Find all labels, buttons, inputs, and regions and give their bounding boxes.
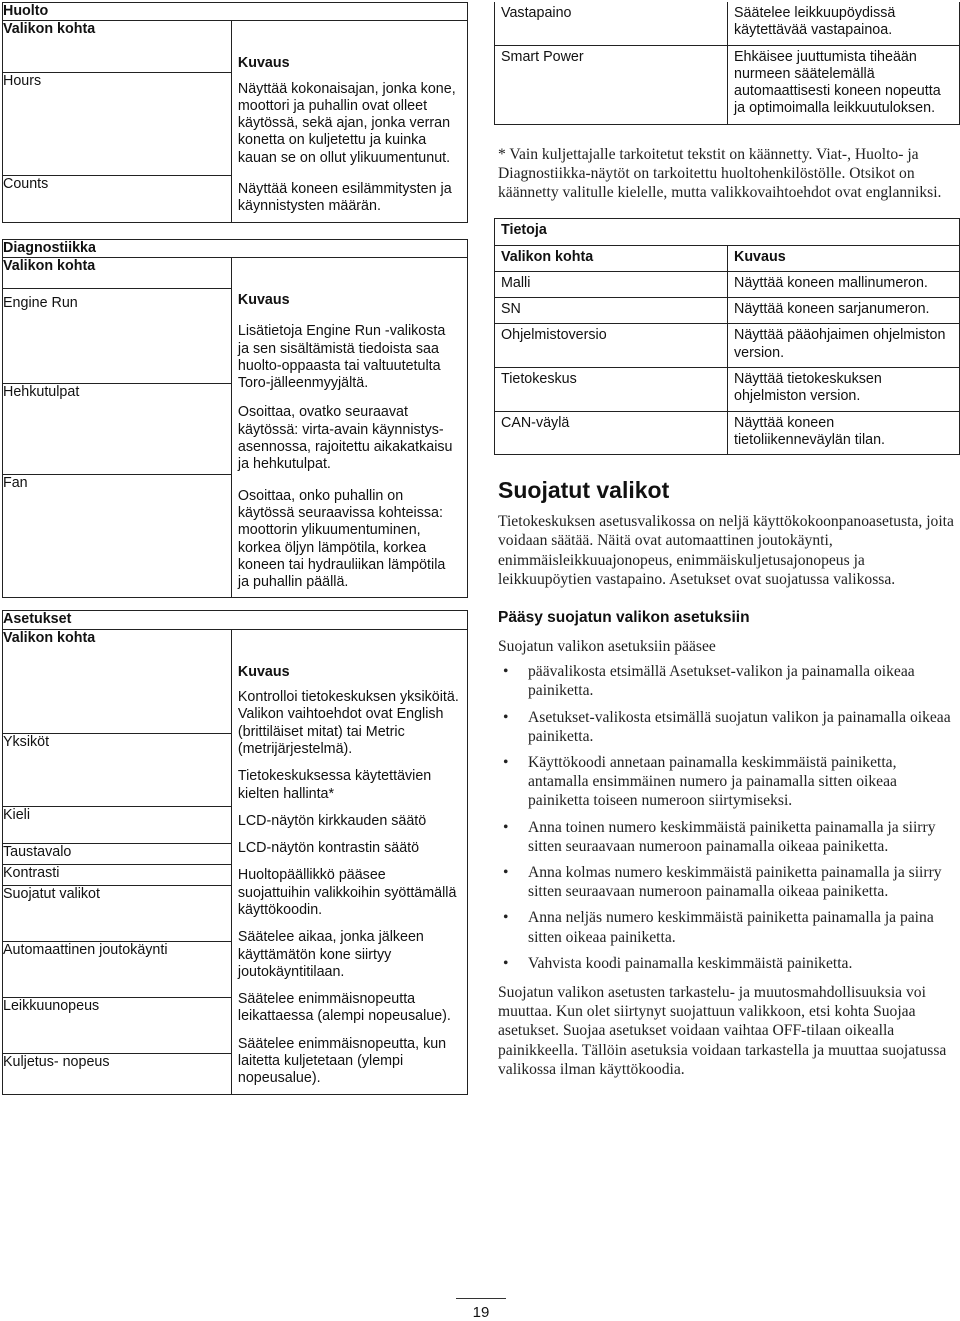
huolto-item-counts: Counts — [3, 175, 232, 222]
asetukset-desc-leikkuunopeus: Säätelee enimmäisnopeutta leikattaessa (alempi nopeusalue). — [237, 991, 451, 1025]
tietoja-item-sn: SN — [495, 298, 728, 324]
asetukset-desc-kontrasti: LCD-näytön kontrastin säätö — [237, 840, 420, 857]
list-item: • Anna kolmas numero keskimmäistä painiketta painamalla ja siirry sitten seuraavaan numeroon painamalla oikeaa painiketta. — [498, 863, 956, 901]
asetukset-col-item: Valikon kohta — [3, 629, 232, 733]
tietoja-item-can-vayla: CAN-väylä — [495, 411, 728, 455]
tietoja-item-ohjelmistoversio: Ohjelmistoversio — [495, 324, 728, 368]
asetukset-item-joutokaynti: Automaattinen joutokäynti — [3, 941, 232, 997]
footnote: * Vain kuljettajalle tarkoitetut tekstit on käännetty. Viat-, Huolto- ja Diagnostiikka-näytöt on tarkoitettu huoltohenkilöstölle. Otsikot on käännetty valitulle kielelle, mutta valikkovaihtoehdot ovat englanniksi. — [498, 145, 942, 201]
huolto-title: Huolto — [3, 3, 468, 21]
list-item: • Vahvista koodi painamalla keskimmäistä painiketta. — [498, 954, 956, 973]
diagnostiikka-item-hehkutulpat: Hehkutulpat — [3, 384, 232, 475]
asetukset-desc-yksikot: Kontrolloi tietokeskuksen yksiköitä. Valikon vaihtoehdot ovat English (brittiläiset mitat) tai Metric (metrijärjestelmä). — [237, 689, 459, 757]
asetukset-item-suojatut: Suojatut valikot — [3, 885, 232, 941]
list-item: • Anna neljäs numero keskimmäistä painiketta painamalla ja paina sitten oikeaa painiketta. — [498, 908, 956, 946]
diagnostiikka-title: Diagnostiikka — [3, 239, 468, 257]
huolto-item-hours: Hours — [3, 72, 232, 175]
diagnostiikka-desc-hehkutulpat: Osoittaa, ovatko seuraavat käytössä: virta-avain käynnistys-asennossa, rajoitettu aikakatkaisu ja hehkutulpat. — [237, 404, 453, 473]
tietoja-desc-sn: Näyttää koneen sarjanumeron. — [728, 298, 960, 324]
list-item: • päävalikosta etsimällä Asetukset-valikon ja painamalla oikeaa painiketta. — [498, 662, 956, 700]
huolto-col-item: Valikon kohta — [3, 21, 232, 72]
diagnostiikka-item-fan: Fan — [3, 475, 232, 598]
asetukset-desc-suojatut: Huoltopäällikkö pääsee suojattuihin valikkoihin syöttämällä käyttökoodin. — [237, 867, 457, 918]
tietoja-desc-malli: Näyttää koneen mallinumeron. — [728, 271, 960, 297]
list-item: • Asetukset-valikosta etsimällä suojatun valikon ja painamalla oikeaa painiketta. — [498, 708, 956, 746]
asetukset-item-kuljetusnopeus: Kuljetus- nopeus — [3, 1053, 232, 1094]
asetukset-item-kieli: Kieli — [3, 806, 232, 843]
asetukset-desc-kuljetusnopeus: Säätelee enimmäisnopeutta, kun laitetta kuljetetaan (ylempi nopeusalue). — [237, 1035, 447, 1087]
tietoja-item-malli: Malli — [495, 271, 728, 297]
huolto-col-desc: Kuvaus — [237, 55, 290, 72]
asetukset-item-taustavalo: Taustavalo — [3, 843, 232, 864]
tietoja-table — [494, 218, 960, 455]
suojatut-paragraph: Tietokeskuksen asetusvalikossa on neljä käyttökokoonpanoasetusta, joita voidaan säätää. Näitä ovat automaattinen joutokäynti, enimmäisleikkuuajonopeus, enimmäiskuljetusajonopeus ja leikkuupöytien vastapaino. Asetukset ovat suojatussa valikossa. — [498, 513, 954, 588]
asetukset-item-kontrasti: Kontrasti — [3, 864, 232, 885]
protected-menus-section — [498, 477, 956, 1079]
asetukset-item-leikkuunopeus: Leikkuunopeus — [3, 997, 232, 1053]
asetukset-table — [2, 610, 468, 1094]
paasy-heading: Pääsy suojatun valikon asetuksiin — [498, 608, 750, 626]
diagnostiikka-col-item: Valikon kohta — [3, 257, 232, 288]
tietoja-desc-ohjelmistoversio: Näyttää pääohjaimen ohjelmiston version. — [728, 324, 960, 368]
huolto-table — [2, 2, 468, 223]
asetukset-desc-taustavalo: LCD-näytön kirkkauden säätö — [237, 812, 427, 829]
diagnostiikka-desc-engine-run: Lisätietoja Engine Run -valikosta ja sen sisältämistä tiedoista saa huolto-oppaasta tai valtuutetulta Toro-jälleenmyyjältä. — [237, 323, 446, 392]
diagnostiikka-desc-column — [231, 257, 467, 597]
smart-power-item: Smart Power — [495, 45, 728, 124]
diagnostiikka-table — [2, 239, 468, 599]
huolto-desc-counts: Näyttää koneen esilämmitysten ja käynnistysten määrän. — [237, 181, 452, 215]
paasy-intro: Suojatun valikon asetuksiin pääsee — [498, 637, 716, 655]
asetukset-item-yksikot: Yksiköt — [3, 733, 232, 806]
huolto-desc-column — [231, 21, 467, 222]
diagnostiikka-desc-fan: Osoittaa, onko puhallin on käytössä seuraavissa kohteissa: moottorin ylikuumentuminen, korkea öljyn lämpötila, korkea koneen tai hydrauliikan lämpötila ja puhallin päällä. — [237, 487, 446, 591]
tietoja-title: Tietoja — [495, 219, 960, 245]
asetukset-desc-column — [231, 629, 467, 1094]
closing-paragraph: Suojatun valikon asetusten tarkastelu- ja muutosmahdollisuuksia voi muuttaa. Kun olet siirtynyt suojattuun valikkoon, etsi kohta Suojaa asetukset. Suojaa asetukset voidaan vaihtaa OFF-tilaan oikealla painikkeella. Tällöin asetuksia voidaan tarkastella ja muuttaa suojatussa valikossa ilman käyttökoodia. — [498, 984, 947, 1078]
continued-settings-table — [494, 2, 960, 125]
huolto-desc-hours: Näyttää kokonaisajan, jonka kone, moottori ja puhallin ovat olleet käytössä, sekä ajan, jonka verran konetta on kuljetettu ja kuinka kauan se on ollut ylikuumentunut. — [237, 80, 456, 166]
asetukset-desc-joutokaynti: Säätelee aikaa, jonka jälkeen käyttämätön kone siirtyy joutokäyntitilaan. — [237, 929, 424, 980]
tietoja-col-desc: Kuvaus — [728, 245, 960, 271]
page-number: 19 — [456, 1298, 506, 1321]
asetukset-desc-kieli: Tietokeskuksessa käytettävien kielten hallinta* — [237, 768, 432, 802]
access-steps-list — [498, 662, 956, 973]
right-column — [494, 2, 960, 1079]
tietoja-item-tietokeskus: Tietokeskus — [495, 367, 728, 411]
diagnostiikka-item-engine-run: Engine Run — [3, 289, 232, 384]
vastapaino-item: Vastapaino — [495, 2, 728, 45]
asetukset-col-desc: Kuvaus — [237, 663, 290, 680]
diagnostiikka-col-desc: Kuvaus — [237, 291, 290, 308]
list-item: • Käyttökoodi annetaan painamalla keskimmäistä painiketta, antamalla ensimmäinen numero ja painamalla sitten oikeaa painiketta toiseen numeroon siirtymiseksi. — [498, 753, 956, 811]
smart-power-desc: Ehkäisee juuttumista tiheään nurmeen säätelemällä automaattisesti koneen nopeutta ja optimoimalla leikkuutuloksen. — [728, 45, 960, 124]
left-column — [2, 2, 468, 1095]
asetukset-title: Asetukset — [3, 611, 468, 629]
tietoja-desc-tietokeskus: Näyttää tietokeskuksen ohjelmiston version. — [728, 367, 960, 411]
list-item: • Anna toinen numero keskimmäistä painiketta painamalla ja siirry sitten seuraavaan numeroon painamalla oikeaa painiketta. — [498, 818, 956, 856]
tietoja-desc-can-vayla: Näyttää koneen tietoliikenneväylän tilan. — [728, 411, 960, 455]
tietoja-col-item: Valikon kohta — [495, 245, 728, 271]
suojatut-heading: Suojatut valikot — [498, 477, 670, 504]
vastapaino-desc: Säätelee leikkuupöydissä käytettävää vastapainoa. — [728, 2, 960, 45]
